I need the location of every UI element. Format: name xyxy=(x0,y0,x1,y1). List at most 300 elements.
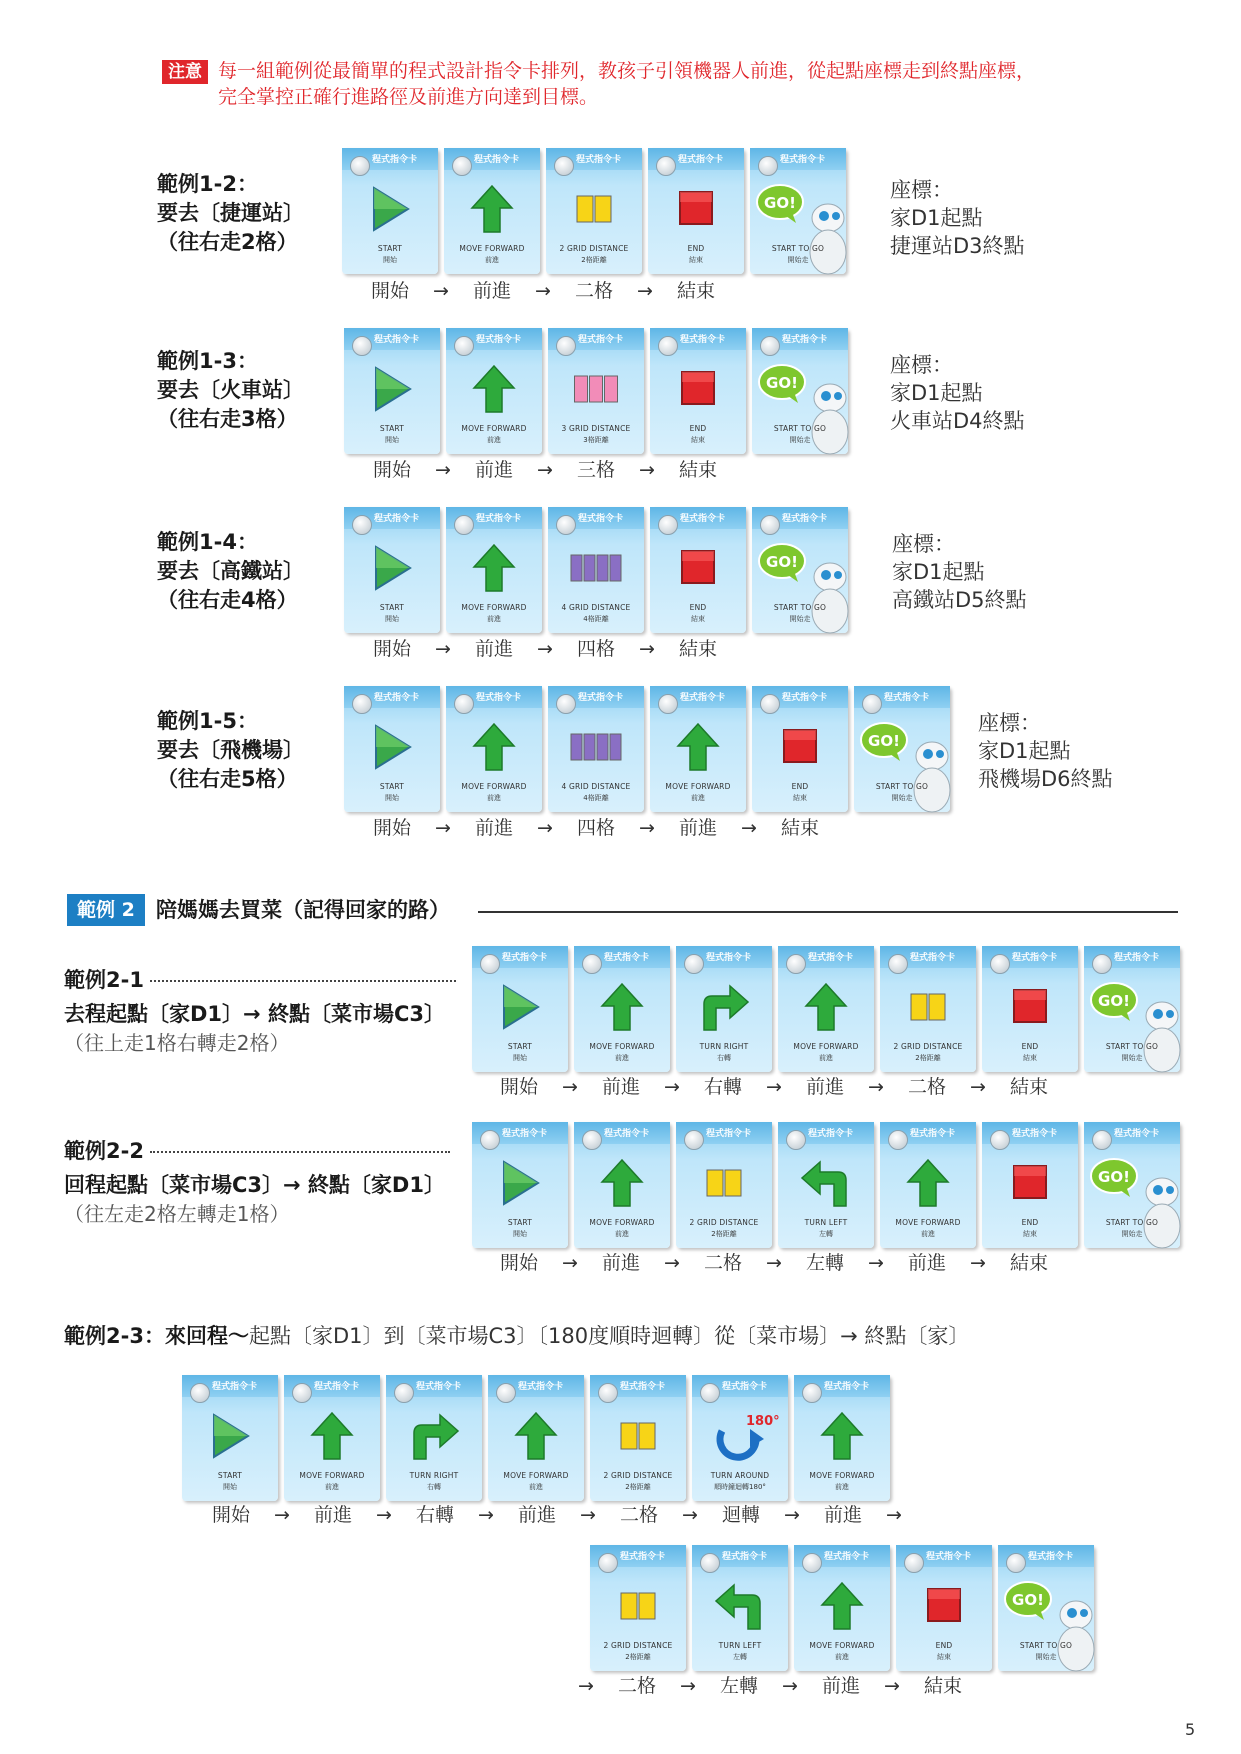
card-go xyxy=(752,328,848,454)
robot-head-icon xyxy=(658,336,678,356)
card-title: 程式指令卡 xyxy=(678,155,724,165)
card-label-en: MOVE FORWARD xyxy=(589,1218,655,1227)
example-1-4-steps xyxy=(364,637,726,661)
example-hint: （往右走5格） xyxy=(157,767,298,791)
card-label-en: START xyxy=(377,244,403,253)
step-arrow: → xyxy=(562,1076,578,1098)
example-route: 回程起點〔菜市場C3〕→ 終點〔家D1〕 xyxy=(64,1173,445,1197)
card-label-zh: 前進 xyxy=(691,794,705,802)
step-arrow: → xyxy=(886,1504,902,1526)
turn-left-icon xyxy=(796,1156,856,1210)
robot-head-icon xyxy=(582,954,602,974)
robot-head-icon xyxy=(480,1130,500,1150)
example-2-2-steps xyxy=(491,1251,1057,1275)
stop-square-icon xyxy=(668,541,728,595)
example-hint: （往右走2格） xyxy=(157,230,298,254)
card-label-zh: 開始 xyxy=(223,1483,237,1491)
card-label-zh: 開始走 xyxy=(1035,1653,1057,1661)
example-1-3-label xyxy=(157,347,304,434)
step-label: 前進 xyxy=(313,1504,352,1526)
robot-head-icon xyxy=(990,1130,1010,1150)
card-go xyxy=(998,1545,1094,1671)
card-label-zh: 開始 xyxy=(385,794,399,802)
coord-end: 飛機場D6終點 xyxy=(978,767,1113,791)
card-title: 程式指令卡 xyxy=(372,155,418,165)
card-label-en: MOVE FORWARD xyxy=(589,1042,655,1051)
dotted-leader xyxy=(150,1151,450,1153)
go-label: GO! xyxy=(1098,992,1130,1010)
card-label-zh: 開始走 xyxy=(891,794,913,802)
card-label-zh: 右轉 xyxy=(717,1054,731,1062)
step-arrow: → xyxy=(639,459,655,481)
robot-head-icon xyxy=(700,1553,720,1573)
step-label: 結束 xyxy=(678,638,717,660)
card-forward xyxy=(446,328,542,454)
card-go xyxy=(1084,1122,1180,1248)
card-label-en: END xyxy=(935,1641,953,1650)
example-title: 範例1-5： xyxy=(157,709,258,733)
card-title: 程式指令卡 xyxy=(604,953,650,963)
card-label-zh: 結束 xyxy=(937,1653,951,1661)
step-label: 結束 xyxy=(1009,1252,1048,1274)
card-title: 程式指令卡 xyxy=(780,155,826,165)
card-label-en: MOVE FORWARD xyxy=(461,424,527,433)
example-title: 範例1-2： xyxy=(157,172,258,196)
grid-2-icon xyxy=(694,1156,754,1210)
step-label: 前進 xyxy=(474,459,513,481)
svg-text:180°: 180° xyxy=(746,1414,780,1429)
card-label-zh: 開始 xyxy=(385,615,399,623)
card-label-zh: 前進 xyxy=(325,1483,339,1491)
coord-start: 家D1起點 xyxy=(890,381,983,405)
card-title: 程式指令卡 xyxy=(782,514,828,524)
go-label: GO! xyxy=(1012,1591,1044,1609)
arrow-up-icon xyxy=(506,1409,566,1463)
example-goal: 要去〔飛機場〕 xyxy=(157,738,304,762)
card-label-zh: 4格距離 xyxy=(583,794,609,802)
example-1-2-steps xyxy=(362,279,724,303)
stop-square-icon xyxy=(668,362,728,416)
card-title: 程式指令卡 xyxy=(374,335,420,345)
example-goal: 要去〔高鐵站〕 xyxy=(157,559,304,583)
go-label: GO! xyxy=(868,732,900,750)
example-hint: （往上走1格右轉走2格） xyxy=(64,1031,290,1055)
step-arrow: → xyxy=(435,817,451,839)
step-arrow: → xyxy=(868,1252,884,1274)
robot-head-icon xyxy=(802,1553,822,1573)
card-title: 程式指令卡 xyxy=(680,335,726,345)
robot-head-icon xyxy=(556,336,576,356)
step-arrow: → xyxy=(680,1675,696,1697)
arrow-up-icon xyxy=(464,362,524,416)
card-label-en: 2 GRID DISTANCE xyxy=(893,1042,963,1051)
example-1-3-steps xyxy=(364,458,726,482)
card-title: 程式指令卡 xyxy=(722,1382,768,1392)
card-title: 程式指令卡 xyxy=(722,1552,768,1562)
card-title: 程式指令卡 xyxy=(374,514,420,524)
step-label: 開始 xyxy=(372,817,411,839)
card-label-en: MOVE FORWARD xyxy=(299,1471,365,1480)
example-1-2-label xyxy=(157,170,304,257)
robot-head-icon xyxy=(1092,954,1112,974)
card-label-zh: 結束 xyxy=(1023,1054,1037,1062)
card-label-en: END xyxy=(791,782,809,791)
card-go xyxy=(1084,946,1180,1072)
card-title: 程式指令卡 xyxy=(706,1129,752,1139)
notice-text xyxy=(218,58,1118,110)
example-2-1-steps xyxy=(491,1075,1057,1099)
card-title: 程式指令卡 xyxy=(926,1552,972,1562)
step-arrow: → xyxy=(376,1504,392,1526)
coord-label: 座標： xyxy=(890,353,953,377)
step-arrow: → xyxy=(537,817,553,839)
coord-start: 家D1起點 xyxy=(892,560,985,584)
card-label-zh: 前進 xyxy=(529,1483,543,1491)
step-label: 開始 xyxy=(372,638,411,660)
card-label-zh: 前進 xyxy=(487,794,501,802)
step-label: 前進 xyxy=(805,1076,844,1098)
example-2-3-title xyxy=(64,1322,969,1350)
card-label-zh: 開始 xyxy=(513,1054,527,1062)
example-hint: （往右走3格） xyxy=(157,407,298,431)
robot-head-icon xyxy=(700,1383,720,1403)
card-end xyxy=(982,946,1078,1072)
card-forward xyxy=(446,686,542,812)
turn-right-icon xyxy=(694,980,754,1034)
card-forward xyxy=(446,507,542,633)
card-title: 程式指令卡 xyxy=(824,1382,870,1392)
robot-head-icon xyxy=(786,954,806,974)
arrow-up-icon xyxy=(796,980,856,1034)
step-label: 右轉 xyxy=(703,1076,742,1098)
robot-head-icon xyxy=(760,336,780,356)
step-arrow: → xyxy=(782,1675,798,1697)
step-arrow: → xyxy=(884,1675,900,1697)
card-title: 程式指令卡 xyxy=(808,1129,854,1139)
card-label-en: START TO GO xyxy=(875,782,929,791)
robot-head-icon xyxy=(350,156,370,176)
card-label-zh: 3格距離 xyxy=(583,436,609,444)
card-label-en: TURN LEFT xyxy=(718,1641,762,1650)
turn-left-icon xyxy=(710,1579,770,1633)
card-label-en: START xyxy=(379,424,405,433)
robot-head-icon xyxy=(786,1130,806,1150)
card-label-zh: 前進 xyxy=(487,615,501,623)
card-title: 程式指令卡 xyxy=(502,953,548,963)
coord-start: 家D1起點 xyxy=(978,739,1071,763)
play-icon xyxy=(362,362,422,416)
robot-head-icon xyxy=(888,954,908,974)
coord-end: 火車站D4終點 xyxy=(890,409,1025,433)
arrow-up-icon xyxy=(812,1409,872,1463)
turn-right-icon xyxy=(404,1409,464,1463)
card-label-en: 2 GRID DISTANCE xyxy=(559,244,629,253)
step-label: 左轉 xyxy=(719,1675,758,1697)
card-title: 程式指令卡 xyxy=(576,155,622,165)
card-title: 程式指令卡 xyxy=(476,335,522,345)
card-label-en: 3 GRID DISTANCE xyxy=(561,424,631,433)
card-title: 程式指令卡 xyxy=(416,1382,462,1392)
card-label-en: MOVE FORWARD xyxy=(461,782,527,791)
step-arrow: → xyxy=(766,1252,782,1274)
robot-head-icon xyxy=(480,954,500,974)
step-arrow: → xyxy=(537,459,553,481)
card-label-en: TURN LEFT xyxy=(804,1218,848,1227)
card-start xyxy=(344,686,440,812)
step-label: 開始 xyxy=(370,280,409,302)
card-forward xyxy=(488,1375,584,1501)
robot-head-icon xyxy=(1006,1553,1026,1573)
robot-head-icon xyxy=(1092,1130,1112,1150)
step-arrow: → xyxy=(766,1076,782,1098)
card-title: 程式指令卡 xyxy=(910,953,956,963)
card-label-en: END xyxy=(689,424,707,433)
card-end xyxy=(982,1122,1078,1248)
card-go xyxy=(752,507,848,633)
card-label-zh: 前進 xyxy=(615,1230,629,1238)
robot-head-icon xyxy=(990,954,1010,974)
step-arrow: → xyxy=(637,280,653,302)
card-label-zh: 2格距離 xyxy=(711,1230,737,1238)
grid-2-icon xyxy=(564,182,624,236)
card-title: 程式指令卡 xyxy=(578,335,624,345)
example-1-2-cards xyxy=(342,148,852,274)
example-title: 範例2-1 xyxy=(64,968,144,992)
step-label: 三格 xyxy=(576,459,615,481)
robot-head-icon xyxy=(684,954,704,974)
card-title: 程式指令卡 xyxy=(808,953,854,963)
card-left xyxy=(692,1545,788,1671)
example-1-5-cards xyxy=(344,686,956,812)
card-label-zh: 2格距離 xyxy=(915,1054,941,1062)
card-label-zh: 前進 xyxy=(835,1483,849,1491)
card-label-zh: 順時鐘迴轉180° xyxy=(714,1483,766,1491)
robot-head-icon xyxy=(582,1130,602,1150)
card-label-zh: 開始 xyxy=(383,256,397,264)
card-label-zh: 開始走 xyxy=(789,615,811,623)
step-arrow: → xyxy=(562,1252,578,1274)
grid-3-icon xyxy=(566,362,626,416)
card-label-zh: 開始走 xyxy=(1121,1054,1143,1062)
robot-head-icon xyxy=(394,1383,414,1403)
card-label-zh: 開始走 xyxy=(1121,1230,1143,1238)
card-around xyxy=(692,1375,788,1501)
card-label-zh: 左轉 xyxy=(819,1230,833,1238)
step-label: 結束 xyxy=(676,280,715,302)
example-2-3-steps-row1 xyxy=(203,1503,917,1527)
card-label-en: 4 GRID DISTANCE xyxy=(561,603,631,612)
step-label: 二格 xyxy=(574,280,613,302)
robot-head-icon xyxy=(656,156,676,176)
robot-head-icon xyxy=(556,515,576,535)
robot-head-icon xyxy=(888,1130,908,1150)
play-icon xyxy=(362,720,422,774)
robot-head-icon xyxy=(352,336,372,356)
grid-2-icon xyxy=(608,1579,668,1633)
example-1-3-cards xyxy=(344,328,854,454)
card-label-zh: 2格距離 xyxy=(625,1653,651,1661)
card-title: 程式指令卡 xyxy=(884,693,930,703)
arrow-up-icon xyxy=(668,720,728,774)
step-label: 開始 xyxy=(499,1252,538,1274)
step-arrow: → xyxy=(537,638,553,660)
arrow-up-icon xyxy=(592,980,652,1034)
robot-head-icon xyxy=(598,1383,618,1403)
card-label-en: 2 GRID DISTANCE xyxy=(603,1641,673,1650)
play-icon xyxy=(200,1409,260,1463)
example-goal: 要去〔火車站〕 xyxy=(157,378,304,402)
coord-label: 座標： xyxy=(890,178,953,202)
card-start xyxy=(182,1375,278,1501)
card-label-en: MOVE FORWARD xyxy=(461,603,527,612)
stop-square-icon xyxy=(770,720,830,774)
card-forward xyxy=(778,946,874,1072)
card-label-zh: 結束 xyxy=(793,794,807,802)
notice-badge: 注意 xyxy=(162,60,208,84)
example-title: 範例1-3： xyxy=(157,349,258,373)
stop-square-icon xyxy=(914,1579,974,1633)
step-arrow: → xyxy=(664,1252,680,1274)
arrow-up-icon xyxy=(898,1156,958,1210)
card-end xyxy=(648,148,744,274)
card-grid3 xyxy=(548,328,644,454)
step-label: 二格 xyxy=(617,1675,656,1697)
example-1-4-cards xyxy=(344,507,854,633)
example-goal: 要去〔捷運站〕 xyxy=(157,201,304,225)
robot-head-icon xyxy=(802,1383,822,1403)
card-forward xyxy=(794,1545,890,1671)
step-label: 前進 xyxy=(678,817,717,839)
step-arrow: → xyxy=(535,280,551,302)
step-arrow: → xyxy=(639,817,655,839)
robot-head-icon xyxy=(658,694,678,714)
step-label: 四格 xyxy=(576,638,615,660)
step-label: 前進 xyxy=(821,1675,860,1697)
card-forward xyxy=(794,1375,890,1501)
card-grid2 xyxy=(590,1375,686,1501)
stop-square-icon xyxy=(1000,980,1060,1034)
card-grid4 xyxy=(548,686,644,812)
card-end xyxy=(650,328,746,454)
robot-head-icon xyxy=(904,1553,924,1573)
card-left xyxy=(778,1122,874,1248)
step-label: 結束 xyxy=(780,817,819,839)
robot-head-icon xyxy=(496,1383,516,1403)
card-end xyxy=(650,507,746,633)
grid-2-icon xyxy=(608,1409,668,1463)
card-label-en: TURN RIGHT xyxy=(699,1042,749,1051)
card-label-en: START TO GO xyxy=(1019,1641,1073,1650)
step-arrow: → xyxy=(682,1504,698,1526)
card-title: 程式指令卡 xyxy=(518,1382,564,1392)
step-label: 開始 xyxy=(499,1076,538,1098)
card-label-zh: 前進 xyxy=(921,1230,935,1238)
step-label: 前進 xyxy=(474,817,513,839)
card-title: 程式指令卡 xyxy=(474,155,520,165)
card-grid2 xyxy=(880,946,976,1072)
example-2-2-label xyxy=(64,1136,464,1228)
example-hint: （往右走4格） xyxy=(157,588,298,612)
step-label: 二格 xyxy=(619,1504,658,1526)
robot-head-icon xyxy=(454,336,474,356)
play-icon xyxy=(490,1156,550,1210)
card-label-en: START xyxy=(379,782,405,791)
section-2-badge: 範例 2 xyxy=(67,894,145,926)
robot-head-icon xyxy=(454,515,474,535)
play-icon xyxy=(490,980,550,1034)
robot-head-icon xyxy=(352,694,372,714)
card-label-en: START xyxy=(507,1218,533,1227)
card-title: 程式指令卡 xyxy=(824,1552,870,1562)
step-arrow: → xyxy=(741,817,757,839)
example-2-2-cards xyxy=(472,1122,1186,1248)
step-arrow: → xyxy=(478,1504,494,1526)
example-route: 去程起點〔家D1〕→ 終點〔菜市場C3〕 xyxy=(64,1002,445,1026)
card-label-zh: 2格距離 xyxy=(625,1483,651,1491)
card-label-zh: 右轉 xyxy=(427,1483,441,1491)
step-arrow: → xyxy=(970,1252,986,1274)
card-label-en: START TO GO xyxy=(773,603,827,612)
section-2-title: 陪媽媽去買菜（記得回家的路） xyxy=(156,898,450,922)
card-title: 程式指令卡 xyxy=(578,693,624,703)
step-arrow: → xyxy=(435,459,451,481)
step-arrow: → xyxy=(784,1504,800,1526)
card-title: 程式指令卡 xyxy=(604,1129,650,1139)
play-icon xyxy=(360,182,420,236)
step-label: 結束 xyxy=(678,459,717,481)
card-title: 程式指令卡 xyxy=(502,1129,548,1139)
card-title: 程式指令卡 xyxy=(374,693,420,703)
card-label-en: 4 GRID DISTANCE xyxy=(561,782,631,791)
card-title: 程式指令卡 xyxy=(1114,1129,1160,1139)
step-arrow: → xyxy=(639,638,655,660)
card-label-zh: 前進 xyxy=(615,1054,629,1062)
card-grid2 xyxy=(590,1545,686,1671)
example-1-5-coord xyxy=(978,709,1113,793)
card-label-en: END xyxy=(687,244,705,253)
example-2-1-cards xyxy=(472,946,1186,1072)
step-label: 結束 xyxy=(923,1675,962,1697)
grid-2-icon xyxy=(898,980,958,1034)
step-arrow: → xyxy=(274,1504,290,1526)
step-label: 前進 xyxy=(601,1076,640,1098)
grid-4-icon xyxy=(566,720,626,774)
card-forward xyxy=(444,148,540,274)
coord-start: 家D1起點 xyxy=(890,206,983,230)
card-forward xyxy=(650,686,746,812)
step-label: 前進 xyxy=(907,1252,946,1274)
coord-label: 座標： xyxy=(978,711,1041,735)
card-title: 程式指令卡 xyxy=(620,1552,666,1562)
card-label-en: MOVE FORWARD xyxy=(665,782,731,791)
card-label-zh: 結束 xyxy=(689,256,703,264)
example-2-3-cards-row2 xyxy=(590,1545,1100,1671)
card-title: 程式指令卡 xyxy=(680,693,726,703)
card-label-en: START xyxy=(379,603,405,612)
step-label: 開始 xyxy=(211,1504,250,1526)
coord-label: 座標： xyxy=(892,532,955,556)
example-1-4-coord xyxy=(892,530,1027,614)
card-grid4 xyxy=(548,507,644,633)
card-label-en: 2 GRID DISTANCE xyxy=(689,1218,759,1227)
step-arrow: → xyxy=(970,1076,986,1098)
example-1-2-coord xyxy=(890,176,1025,260)
arrow-up-icon xyxy=(464,720,524,774)
step-label: 前進 xyxy=(601,1252,640,1274)
robot-head-icon xyxy=(862,694,882,714)
card-start xyxy=(472,1122,568,1248)
robot-head-icon xyxy=(658,515,678,535)
